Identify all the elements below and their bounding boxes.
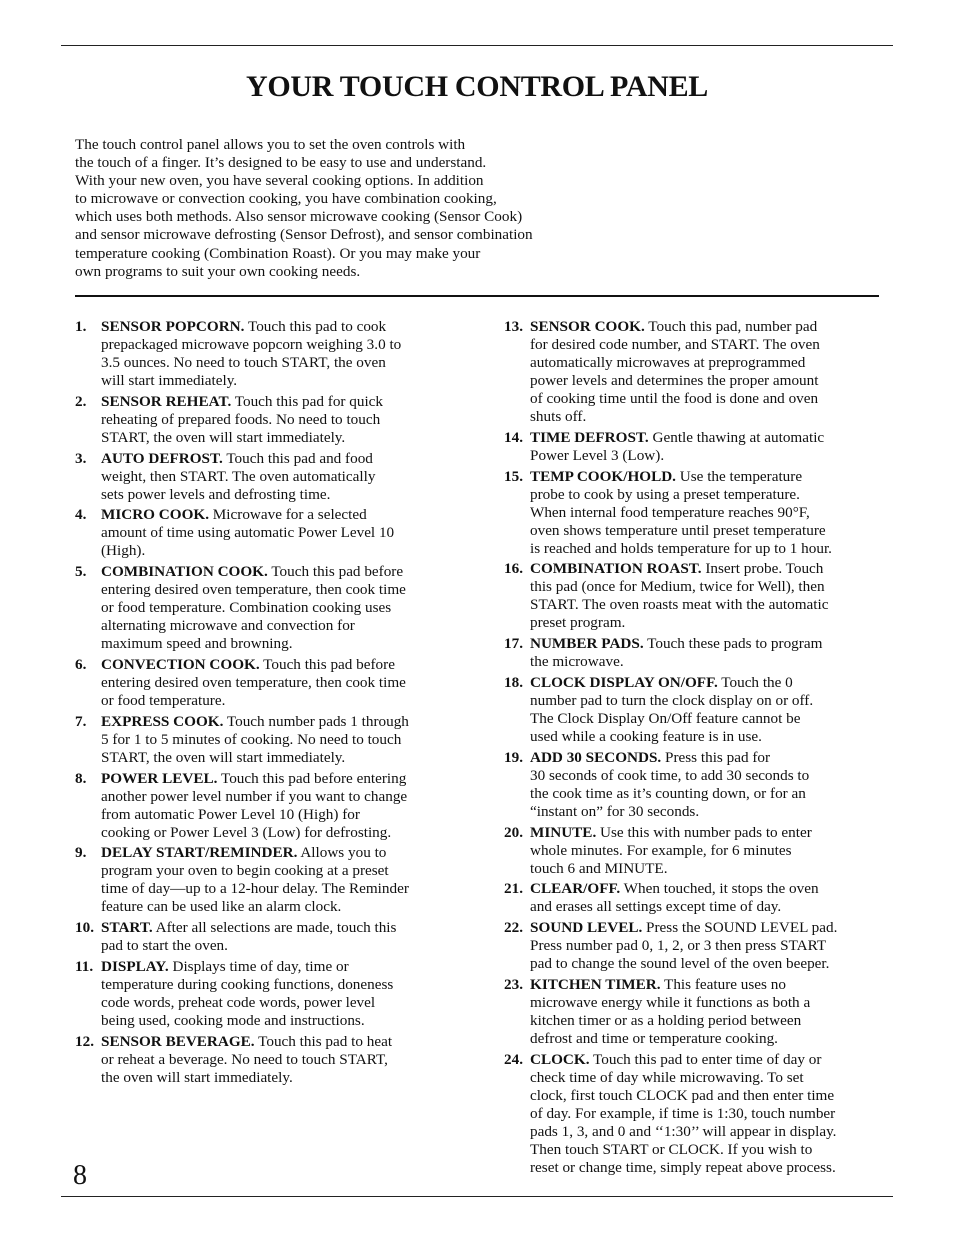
- intro-line: The touch control panel allows you to set the oven controls with: [75, 136, 466, 153]
- item-number: 18.: [504, 673, 523, 691]
- item-line: alternating microwave and convection for: [101, 617, 355, 635]
- item-heading: DISPLAY.: [101, 957, 169, 975]
- list-item: [75, 563, 455, 653]
- item-line: [530, 318, 884, 336]
- page-title: YOUR TOUCH CONTROL PANEL: [245, 70, 709, 103]
- item-text: Allows you to: [297, 844, 387, 862]
- item-line: code words, preheat code words, power level: [101, 993, 376, 1011]
- item-number: 15.: [504, 467, 523, 485]
- intro-line: temperature cooking (Combination Roast). Or you may make your: [75, 244, 481, 262]
- list-item: [504, 635, 884, 671]
- item-text: Touch this pad to enter time of day or: [589, 1050, 822, 1068]
- item-line: pads 1, 3, and 0 and ‘‘1:30’’ will appear in display.: [530, 1122, 837, 1140]
- item-line: [101, 318, 455, 336]
- item-number: 1.: [75, 318, 87, 335]
- item-line: this pad (once for Medium, twice for Well), then: [530, 578, 825, 596]
- item-line: “instant on” for 30 seconds.: [530, 802, 700, 820]
- item-line: START, the oven will start immediately.: [101, 428, 346, 446]
- item-line: [530, 560, 884, 578]
- item-heading: SENSOR BEVERAGE.: [101, 1032, 255, 1050]
- item-line: reset or change time, simply repeat above process.: [530, 1158, 836, 1176]
- item-line: [530, 976, 884, 994]
- item-heading: CONVECTION COOK.: [101, 655, 260, 673]
- item-heading: EXPRESS COOK.: [101, 712, 224, 730]
- item-number: 10.: [75, 919, 94, 937]
- item-line: maximum speed and browning.: [101, 635, 293, 653]
- item-line: 5 for 1 to 5 minutes of cooking. No need to touch: [101, 730, 402, 748]
- item-text: Touch this pad and food: [222, 449, 373, 467]
- list-item: [504, 976, 884, 1048]
- item-text: Touch these pads to program: [643, 635, 823, 653]
- item-text: Touch this pad for quick: [231, 392, 384, 410]
- item-heading: MICRO COOK.: [101, 506, 209, 524]
- item-line: [101, 563, 455, 581]
- item-line: or food temperature.: [101, 691, 226, 709]
- list-item: [504, 468, 884, 558]
- list-item: [504, 318, 884, 426]
- feature-list-left: [75, 318, 455, 1090]
- item-line: cooking or Power Level 3 (Low) for defrosting.: [101, 823, 392, 841]
- list-item: [75, 770, 455, 842]
- item-number: 9.: [75, 844, 87, 862]
- item-number: 20.: [504, 823, 523, 841]
- list-item: [75, 1033, 455, 1087]
- item-line: oven shows temperature until preset temperature: [530, 521, 826, 539]
- item-line: [101, 844, 455, 862]
- item-text: Touch the 0: [717, 673, 793, 691]
- item-heading: SENSOR POPCORN.: [101, 318, 245, 335]
- item-line: program your oven to begin cooking at a preset: [101, 862, 389, 880]
- item-text: Touch this pad to cook: [244, 318, 387, 335]
- intro-line: to microwave or convection cooking, you have combination cooking,: [75, 190, 497, 208]
- item-heading: POWER LEVEL.: [101, 769, 218, 787]
- list-item: [75, 919, 455, 955]
- item-line: Power Level 3 (Low).: [530, 446, 665, 464]
- item-line: [530, 674, 884, 692]
- item-line: shuts off.: [530, 408, 587, 425]
- item-text: When touched, it stops the oven: [620, 880, 819, 898]
- list-item: [75, 318, 455, 390]
- item-line: microwave energy while it functions as both a: [530, 993, 811, 1011]
- list-item: [504, 824, 884, 878]
- item-line: the microwave.: [530, 653, 624, 671]
- item-number: 5.: [75, 563, 87, 581]
- item-line: reheating of prepared foods. No need to touch: [101, 410, 381, 428]
- item-line: entering desired oven temperature, then cook time: [101, 581, 406, 599]
- item-heading: COMBINATION ROAST.: [530, 560, 702, 578]
- item-text: Press the SOUND LEVEL pad.: [642, 919, 838, 937]
- item-line: preset program.: [530, 614, 626, 632]
- item-line: [101, 770, 455, 788]
- item-line: [101, 958, 455, 976]
- item-number: 19.: [504, 748, 523, 766]
- item-text: Press this pad for: [661, 748, 771, 766]
- item-line: [530, 1051, 884, 1069]
- item-line: [530, 468, 884, 486]
- item-line: [530, 635, 884, 653]
- item-text: Touch this pad before: [259, 655, 395, 673]
- item-line: whole minutes. For example, for 6 minutes: [530, 841, 792, 859]
- list-item: [504, 1051, 884, 1177]
- section-divider: [75, 295, 879, 297]
- intro-line: own programs to suit your own cooking needs.: [75, 262, 361, 280]
- page-number: 8: [73, 1160, 87, 1191]
- item-line: [530, 749, 884, 767]
- list-item: [75, 844, 455, 916]
- item-heading: START.: [101, 919, 153, 937]
- item-line: automatically microwaves at preprogrammed: [530, 354, 806, 371]
- item-line: entering desired oven temperature, then cook time: [101, 673, 406, 691]
- list-item: [504, 749, 884, 821]
- top-rule: [61, 45, 893, 46]
- item-line: [101, 919, 455, 937]
- item-number: 17.: [504, 635, 523, 653]
- list-item: [75, 958, 455, 1030]
- item-text: Insert probe. Touch: [701, 560, 824, 578]
- item-heading: COMBINATION COOK.: [101, 563, 268, 581]
- item-number: 23.: [504, 975, 523, 993]
- item-number: 12.: [75, 1032, 94, 1050]
- item-line: prepackaged microwave popcorn weighing 3.0 to: [101, 336, 402, 353]
- item-number: 2.: [75, 392, 87, 410]
- item-line: pad to change the sound level of the oven beeper.: [530, 955, 830, 973]
- item-line: check time of day while microwaving. To set: [530, 1068, 804, 1086]
- item-line: [530, 429, 884, 447]
- item-number: 8.: [75, 769, 87, 787]
- item-line: weight, then START. The oven automatically: [101, 467, 376, 485]
- item-line: temperature during cooking functions, doneness: [101, 975, 394, 993]
- list-item: [504, 674, 884, 746]
- item-number: 22.: [504, 919, 523, 937]
- item-text: This feature uses no: [660, 975, 786, 993]
- item-text: Touch this pad to heat: [254, 1032, 393, 1050]
- item-heading: CLEAR/OFF.: [530, 880, 621, 898]
- item-text: Gentle thawing at automatic: [648, 428, 825, 446]
- item-line: or food temperature. Combination cooking uses: [101, 599, 392, 617]
- item-number: 7.: [75, 712, 87, 730]
- item-line: being used, cooking mode and instructions.: [101, 1011, 365, 1029]
- item-line: the cook time as it’s counting down, or for an: [530, 784, 806, 802]
- item-text: Use this with number pads to enter: [596, 823, 812, 841]
- item-line: sets power levels and defrosting time.: [101, 485, 331, 503]
- item-line: kitchen timer or as a holding period between: [530, 1011, 802, 1029]
- item-line: [530, 824, 884, 842]
- item-line: pad to start the oven.: [101, 937, 228, 955]
- item-line: Then touch START or CLOCK. If you wish to: [530, 1140, 813, 1158]
- item-line: clock, first touch CLOCK pad and then enter time: [530, 1086, 835, 1104]
- item-heading: SOUND LEVEL.: [530, 919, 643, 937]
- list-item: [504, 560, 884, 632]
- item-text: Use the temperature: [675, 467, 803, 485]
- item-line: Press number pad 0, 1, 2, or 3 then press START: [530, 937, 827, 955]
- item-text: After all selections are made, touch this: [152, 919, 397, 937]
- item-line: and erases all settings except time of day.: [530, 898, 782, 916]
- list-item: [75, 656, 455, 710]
- item-line: will start immediately.: [101, 372, 238, 389]
- item-number: 13.: [504, 318, 523, 335]
- intro-paragraph: [75, 136, 595, 281]
- item-number: 14.: [504, 428, 523, 446]
- item-line: (High).: [101, 542, 146, 560]
- item-line: of day. For example, if time is 1:30, touch number: [530, 1104, 836, 1122]
- item-number: 6.: [75, 655, 87, 673]
- item-text: Displays time of day, time or: [168, 957, 349, 975]
- item-text: Touch this pad, number pad: [644, 318, 818, 335]
- item-heading: CLOCK.: [530, 1050, 590, 1068]
- item-line: [101, 656, 455, 674]
- item-line: or reheat a beverage. No need to touch START,: [101, 1050, 388, 1068]
- item-line: START, the oven will start immediately.: [101, 748, 346, 766]
- item-line: from automatic Power Level 10 (High) for: [101, 805, 360, 823]
- item-line: 30 seconds of cook time, to add 30 seconds to: [530, 766, 810, 784]
- bottom-rule: [61, 1196, 893, 1197]
- item-line: amount of time using automatic Power Level 10: [101, 524, 395, 542]
- item-line: [530, 919, 884, 937]
- item-text: Touch this pad before entering: [217, 769, 407, 787]
- item-number: 4.: [75, 506, 87, 524]
- list-item: [504, 919, 884, 973]
- intro-line: With your new oven, you have several cooking options. In addition: [75, 172, 484, 190]
- item-heading: KITCHEN TIMER.: [530, 975, 661, 993]
- list-item: [75, 506, 455, 560]
- item-line: The Clock Display On/Off feature cannot be: [530, 709, 801, 727]
- item-number: 16.: [504, 560, 523, 578]
- item-line: of cooking time until the food is done and oven: [530, 390, 819, 407]
- item-line: [101, 393, 455, 411]
- item-number: 24.: [504, 1050, 523, 1068]
- item-heading: SENSOR REHEAT.: [101, 392, 232, 410]
- feature-list-right: [504, 318, 884, 1180]
- item-line: time of day—up to a 12-hour delay. The Reminder: [101, 880, 409, 898]
- item-heading: TEMP COOK/HOLD.: [530, 467, 676, 485]
- item-line: When internal food temperature reaches 90°F,: [530, 503, 810, 521]
- item-heading: SENSOR COOK.: [530, 318, 645, 335]
- item-text: Touch number pads 1 through: [223, 712, 409, 730]
- item-number: 21.: [504, 880, 523, 898]
- item-heading: CLOCK DISPLAY ON/OFF.: [530, 673, 718, 691]
- item-line: START. The oven roasts meat with the automatic: [530, 596, 829, 614]
- item-heading: ADD 30 SECONDS.: [530, 748, 662, 766]
- item-line: 3.5 ounces. No need to touch START, the oven: [101, 354, 386, 371]
- item-heading: AUTO DEFROST.: [101, 449, 223, 467]
- list-item: [75, 450, 455, 504]
- item-line: power levels and determines the proper amount: [530, 372, 819, 389]
- item-heading: NUMBER PADS.: [530, 635, 644, 653]
- item-line: defrost and time or temperature cooking.: [530, 1029, 778, 1047]
- item-line: is reached and holds temperature for up to 1 hour.: [530, 539, 832, 557]
- item-line: [530, 880, 884, 898]
- item-line: feature can be used like an alarm clock.: [101, 898, 342, 916]
- item-text: Microwave for a selected: [209, 506, 367, 524]
- item-heading: DELAY START/REMINDER.: [101, 844, 298, 862]
- item-line: used while a cooking feature is in use.: [530, 727, 762, 745]
- list-item: [75, 713, 455, 767]
- intro-line: and sensor microwave defrosting (Sensor Defrost), and sensor combination: [75, 226, 533, 244]
- item-line: [101, 1033, 455, 1051]
- item-line: the oven will start immediately.: [101, 1068, 293, 1086]
- list-item: [504, 429, 884, 465]
- item-line: for desired code number, and START. The oven: [530, 336, 820, 353]
- list-item: [75, 393, 455, 447]
- item-line: [101, 713, 455, 731]
- item-line: touch 6 and MINUTE.: [530, 859, 668, 877]
- item-heading: TIME DEFROST.: [530, 428, 649, 446]
- item-line: probe to cook by using a preset temperature.: [530, 485, 800, 503]
- item-number: 11.: [75, 957, 94, 975]
- intro-line: the touch of a finger. It’s designed to be easy to use and understand.: [75, 154, 487, 172]
- item-line: [101, 506, 455, 524]
- item-number: 3.: [75, 449, 87, 467]
- item-line: another power level number if you want to change: [101, 787, 408, 805]
- list-item: [504, 880, 884, 916]
- item-heading: MINUTE.: [530, 823, 597, 841]
- item-line: [101, 450, 455, 468]
- item-text: Touch this pad before: [267, 563, 404, 581]
- intro-line: which uses both methods. Also sensor microwave cooking (Sensor Cook): [75, 208, 523, 226]
- item-line: number pad to turn the clock display on or off.: [530, 691, 814, 709]
